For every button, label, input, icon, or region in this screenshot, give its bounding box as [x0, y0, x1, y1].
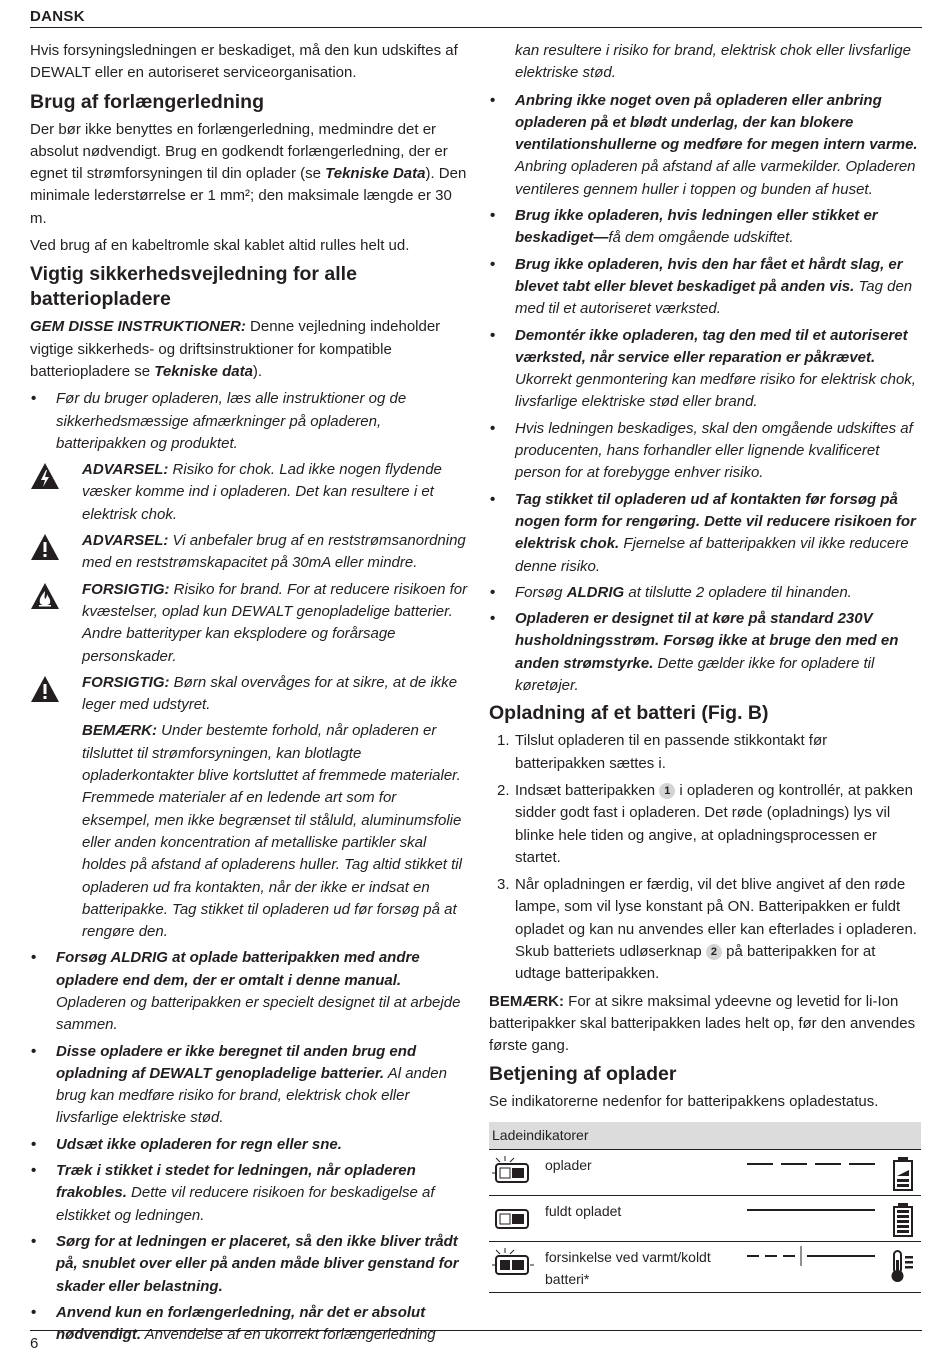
charger-hotcold-icon	[492, 1246, 536, 1282]
callout-badge: 1	[659, 783, 675, 799]
list-item-bold: Demontér ikke opladeren, tag den med til et autoriseret værksted, når service eller reparation er påkrævet.	[515, 326, 908, 366]
list-item	[489, 325, 921, 414]
list-item-text: Opladeren og batteripakken er specielt designet til at arbejde sammen.	[56, 993, 461, 1034]
list-item-bold: Disse opladere er ikke beregnet til anden brug end opladning af DEWALT genopladelige batterier.	[56, 1042, 417, 1082]
battery-full-icon	[887, 1202, 919, 1238]
extension-paragraph-2: Ved brug af en kabeltromle skal kablet altid rulles helt ud.	[30, 237, 410, 255]
list-item	[30, 1041, 468, 1130]
list-item	[489, 205, 921, 250]
list-item-bold: Brug ikke opladeren, hvis ledningen eller stikket er beskadiget—	[515, 207, 878, 247]
warning-text: Risiko for brand. For at reducere risikoen for kvæstelser, oplad kun DEWALT genopladelige batterier. Andre batterityper kan eksplodere og forårsage personskader.	[82, 580, 468, 665]
callout-badge: 2	[706, 944, 722, 960]
heading-charging: Opladning af et batteri (Fig. B)	[489, 702, 769, 725]
list-item	[489, 582, 921, 604]
list-item	[30, 1302, 468, 1347]
indicator-table-header: Ladeindikatorer	[489, 1122, 921, 1149]
list-item-text: Dette vil reducere risikoen for beskadigelse af elstikket og ledningen.	[56, 1184, 435, 1224]
list-item-text: få dem omgående udskiftet.	[608, 229, 794, 247]
list-item-bold: Træk i stikket i stedet for ledningen, når opladeren frakobles.	[56, 1162, 416, 1202]
charging-note	[489, 991, 921, 1058]
heading-safety: Vigtig sikkerhedsvejledning for alle batteriopladere	[30, 263, 357, 311]
extension-paragraph-1	[30, 119, 468, 230]
save-ref-technical-data: Tekniske data	[154, 362, 253, 380]
right-column	[489, 40, 921, 1293]
list-item-text: Anbring opladeren på afstand af alle varmekilder. Opladeren ventileres gennem huller i toppen og bunden af huset.	[515, 158, 916, 198]
save-instructions-paragraph	[30, 316, 468, 383]
list-item-bold: Tag stikket til opladeren ud af kontakten før forsøg på nogen form for rengøring. Dette vil reducere risikoen for elektrisk chok.	[515, 490, 916, 553]
operation-text: Se indikatorerne nedenfor for batteripakkens opladestatus.	[489, 1093, 879, 1111]
list-item-text: at tilslutte 2 opladere til hinanden.	[624, 583, 852, 601]
note-label: BEMÆRK:	[82, 722, 157, 740]
warning-label: FORSIGTIG:	[82, 580, 170, 598]
indicator-label: fuldt opladet	[545, 1202, 622, 1219]
warning-block	[30, 672, 468, 717]
list-item-text: Ukorrekt genmontering kan medføre risiko for elektrisk chok, livsfarlige elektriske stød eller brand.	[515, 371, 916, 411]
list-item	[30, 1160, 468, 1227]
thermometer-battery-icon	[887, 1248, 919, 1284]
list-item-text: Forsøg	[515, 583, 567, 601]
indicator-label: oplader	[545, 1156, 592, 1173]
fire-warning-icon	[30, 582, 60, 610]
list-item-bold: Forsøg ALDRIG at oplade batteripakken med andre opladere end dem, der er omtalt i denne manual.	[56, 949, 420, 989]
header-language: DANSK	[30, 8, 85, 25]
indicator-row	[489, 1149, 921, 1195]
list-item	[489, 90, 921, 201]
ext-text-a: Der bør ikke benyttes en forlængerledning, medmindre det er absolut nødvendigt. Brug en godkendt forlængerledning, der er egnet til strømforsyningen til din oplader (se	[30, 120, 448, 183]
note-text: For at sikre maksimal ydeevne og levetid for li-Ion batteripakker skal batteripakken lades helt op, før den anvendes første gang.	[489, 992, 916, 1055]
warning-label: ADVARSEL:	[82, 532, 169, 550]
step-text: på batteripakken for at udtage batteripakken.	[515, 942, 876, 983]
ext-ref-technical-data: Tekniske Data	[325, 165, 426, 183]
heading-operation: Betjening af oplader	[489, 1063, 677, 1086]
list-item-bold: Sørg for at ledningen er placeret, så den ikke bliver trådt på, snublet over eller på anden måde bliver genstand for skader eller belastning.	[56, 1232, 459, 1295]
warning-text: Risiko for chok. Lad ikke nogen flydende væsker komme ind i opladeren. Det kan resultere i et elektrisk chok.	[82, 461, 442, 523]
list-item	[489, 254, 921, 321]
heading-extension-cord: Brug af forlængerledning	[30, 90, 264, 113]
intro-paragraph: Hvis forsyningsledningen er beskadiget, må den kun udskiftes af DEWALT eller en autoriseret serviceorganisation.	[30, 42, 458, 82]
warning-block	[30, 579, 468, 668]
note-block	[30, 720, 468, 943]
note-label: BEMÆRK:	[489, 992, 564, 1010]
footer-rule	[30, 1330, 922, 1331]
step-number: 3.	[497, 876, 510, 894]
battery-charging-icon	[887, 1156, 919, 1192]
indicator-row	[489, 1195, 921, 1241]
list-item	[489, 608, 921, 697]
indicator-row	[489, 1241, 921, 1292]
step-text: i opladeren og kontrollér, at pakken sidder godt fast i opladeren. Det røde (opladnings) lys vil blinke hele tiden og angive, at opladningsprocessen er startet.	[515, 781, 913, 866]
electric-shock-warning-icon	[30, 462, 60, 490]
step-text: Indsæt batteripakken	[515, 781, 660, 799]
indicator-label: forsinkelse ved varmt/koldt batteri*	[545, 1248, 711, 1287]
general-warning-icon	[30, 675, 60, 703]
warning-text: Børn skal overvåges for at sikre, at de ikke leger med udstyret.	[82, 673, 458, 714]
charger-blink-icon	[492, 1154, 536, 1190]
step-item	[489, 874, 921, 985]
list-item-bold: Opladeren er designet til at køre på standard 230V husholdningsstrøm. Forsøg ikke at bruge den med en anden strømstyrke.	[515, 610, 899, 672]
continued-text: kan resultere i risiko for brand, elektrisk chok eller livsfarlige elektriske stød.	[515, 42, 911, 82]
list-item	[30, 947, 468, 1036]
step-item	[489, 730, 921, 775]
save-label: GEM DISSE INSTRUKTIONER:	[30, 318, 246, 336]
charger-solid-icon	[492, 1200, 536, 1236]
step-number: 2.	[497, 781, 510, 799]
list-item-bold: Anbring ikke noget oven på opladeren eller anbring opladeren på et blødt underlag, der kan blokere ventilationshullerne og medføre for megen intern varme.	[515, 91, 918, 154]
list-item-text: Tag den med til et autoriseret værksted.	[515, 277, 913, 318]
general-warning-icon	[30, 533, 60, 561]
list-item	[489, 489, 921, 578]
blink-pattern-icon	[745, 1150, 877, 1195]
list-item-text: Fjernelse af batteripakken vil ikke reducere denne risiko.	[515, 535, 909, 575]
step-text: Tilslut opladeren til en passende stikkontakt før batteripakken sættes i.	[515, 732, 828, 772]
ext-text-c: ). Den minimale lederstørrelse er 1 mm²; den maksimale længde er 30 m.	[30, 165, 467, 227]
left-column	[30, 40, 468, 1350]
warning-label: ADVARSEL:	[82, 461, 169, 479]
list-item-text: Al anden brug kan medføre risiko for brand, elektrisk chok eller livsfarlige elektriske stød.	[56, 1064, 447, 1127]
note-text: Under bestemte forhold, når opladeren er tilsluttet til strømforsyningen, kan blotlagte opladerkontakter blive kortsluttet af fremmede materialer. Fremmede materialer af en ledende art som for eksempel, men ikke begrænset til ståluld, aluminumsfolie eller anden koncentration af metalliske partikler skal holdes på afstand af opladerens huller. Tag altid stikket til opladeren ud fra kontakten, når der ikke er indsat en batteripakke. Tag stikket til opladeren ud før forsøg på at rengøre den.	[82, 722, 462, 941]
list-item	[30, 1134, 468, 1156]
warning-label: FORSIGTIG:	[82, 673, 170, 691]
list-item	[30, 1231, 468, 1298]
list-item-bold: Brug ikke opladeren, hvis den har fået et hårdt slag, er blevet tabt eller blevet beskadiget på anden vis.	[515, 255, 903, 295]
indicator-table	[489, 1122, 921, 1293]
step-item	[489, 780, 921, 869]
list-item-text: Anvendelse af en ukorrekt forlængerledning	[141, 1326, 436, 1344]
save-text-c: ).	[252, 362, 263, 380]
solid-pattern-icon	[745, 1196, 877, 1241]
list-item-text: Dette gælder ikke for opladere til køretøjer.	[515, 654, 875, 695]
list-item: • Før du bruger opladeren, læs alle instruktioner og de sikkerhedsmæssige afmærkninger på opladeren, batteripakken og produktet.	[30, 388, 468, 455]
step-number: 1.	[497, 732, 510, 750]
list-item-bold: Udsæt ikke opladeren for regn eller sne.	[56, 1135, 342, 1153]
header-rule	[30, 27, 922, 28]
hotcold-pattern-icon	[745, 1242, 877, 1287]
save-text-a: Denne vejledning indeholder vigtige sikkerheds- og driftsinstruktioner for kompatible batteriopladere se	[30, 318, 441, 380]
warning-block	[30, 459, 468, 526]
page-number: 6	[30, 1335, 39, 1352]
list-item-bold: Anvend kun en forlængerledning, når det er absolut nødvendigt.	[56, 1303, 426, 1344]
list-item: • Hvis ledningen beskadiges, skal den omgående udskiftes af producenten, hans forhandler eller lignende kvalificeret person for at forebygge enhver risiko.	[489, 418, 921, 485]
warning-block	[30, 530, 468, 575]
list-item-bold: ALDRIG	[566, 583, 625, 601]
step-text: Når opladningen er færdig, vil det blive angivet af den røde lampe, som vil lyse konstant på ON. Batteripakken er fuldt opladet og kan nu anvendes eller kan efterlades i opladeren. Skub batteriets udløserknap	[515, 876, 917, 960]
warning-text: Vi anbefaler brug af en reststrømsanordning med en reststrømskapacitet på 30mA eller mindre.	[82, 532, 466, 572]
